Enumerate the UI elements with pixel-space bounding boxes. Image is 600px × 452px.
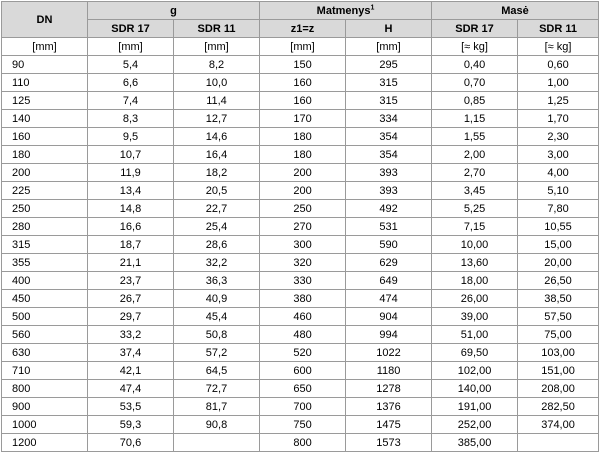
table-row: [2, 164, 599, 182]
table-row: [2, 236, 599, 254]
cell-mass-sdr17: 7,15: [432, 218, 518, 236]
table-row: [2, 344, 599, 362]
table-row: [2, 398, 599, 416]
table-row: [2, 74, 599, 92]
cell-g-sdr11: 11,4: [174, 92, 260, 110]
cell-h: 334: [346, 110, 432, 128]
cell-mass-sdr17: 39,00: [432, 308, 518, 326]
cell-g-sdr11: 72,7: [174, 380, 260, 398]
cell-h: 1475: [346, 416, 432, 434]
cell-mass-sdr11: 15,00: [518, 236, 599, 254]
cell-h: 354: [346, 146, 432, 164]
cell-g-sdr17: 14,8: [88, 200, 174, 218]
cell-g-sdr11: 36,3: [174, 272, 260, 290]
cell-g-sdr11: 40,9: [174, 290, 260, 308]
cell-z1: 180: [260, 128, 346, 146]
unit-z1: [mm]: [260, 38, 346, 56]
cell-g-sdr17: 42,1: [88, 362, 174, 380]
cell-z1: 300: [260, 236, 346, 254]
cell-dn: 560: [2, 326, 88, 344]
cell-mass-sdr17: 3,45: [432, 182, 518, 200]
table-row: [2, 308, 599, 326]
cell-h: 1180: [346, 362, 432, 380]
cell-mass-sdr17: 252,00: [432, 416, 518, 434]
cell-g-sdr11: [174, 434, 260, 452]
cell-h: 393: [346, 164, 432, 182]
table-row: [2, 362, 599, 380]
cell-mass-sdr11: 75,00: [518, 326, 599, 344]
cell-z1: 700: [260, 398, 346, 416]
cell-mass-sdr11: [518, 434, 599, 452]
cell-dn: 280: [2, 218, 88, 236]
cell-g-sdr17: 10,7: [88, 146, 174, 164]
cell-g-sdr17: 29,7: [88, 308, 174, 326]
cell-h: 393: [346, 182, 432, 200]
cell-g-sdr11: 8,2: [174, 56, 260, 74]
table-row: [2, 92, 599, 110]
cell-z1: 330: [260, 272, 346, 290]
cell-mass-sdr17: 0,70: [432, 74, 518, 92]
table-row: [2, 434, 599, 452]
cell-h: 904: [346, 308, 432, 326]
cell-z1: 480: [260, 326, 346, 344]
cell-mass-sdr11: 20,00: [518, 254, 599, 272]
cell-z1: 800: [260, 434, 346, 452]
subheader-g-sdr17: SDR 17: [88, 20, 174, 38]
cell-g-sdr11: 45,4: [174, 308, 260, 326]
table-row: [2, 254, 599, 272]
cell-z1: 270: [260, 218, 346, 236]
header-dimensions-label: Matmenys: [316, 4, 371, 17]
cell-h: 315: [346, 92, 432, 110]
footnote-marker: 1: [370, 3, 375, 11]
cell-g-sdr11: 10,0: [174, 74, 260, 92]
unit-dn: [mm]: [2, 38, 88, 56]
cell-dn: 710: [2, 362, 88, 380]
cell-dn: 355: [2, 254, 88, 272]
cell-h: 474: [346, 290, 432, 308]
table-row: [2, 380, 599, 398]
table-row: [2, 416, 599, 434]
table-row: [2, 326, 599, 344]
cell-g-sdr17: 6,6: [88, 74, 174, 92]
table-row: [2, 272, 599, 290]
cell-mass-sdr17: 13,60: [432, 254, 518, 272]
cell-z1: 600: [260, 362, 346, 380]
cell-z1: 650: [260, 380, 346, 398]
cell-mass-sdr17: 26,00: [432, 290, 518, 308]
cell-mass-sdr11: 374,00: [518, 416, 599, 434]
cell-dn: 1000: [2, 416, 88, 434]
cell-z1: 180: [260, 146, 346, 164]
cell-mass-sdr11: 38,50: [518, 290, 599, 308]
cell-g-sdr11: 18,2: [174, 164, 260, 182]
cell-mass-sdr17: 102,00: [432, 362, 518, 380]
table-body: [2, 56, 599, 452]
subheader-h: H: [346, 20, 432, 38]
cell-g-sdr17: 9,5: [88, 128, 174, 146]
cell-mass-sdr17: 191,00: [432, 398, 518, 416]
cell-g-sdr17: 16,6: [88, 218, 174, 236]
cell-dn: 315: [2, 236, 88, 254]
cell-z1: 200: [260, 182, 346, 200]
cell-g-sdr17: 5,4: [88, 56, 174, 74]
cell-h: 629: [346, 254, 432, 272]
cell-dn: 400: [2, 272, 88, 290]
cell-mass-sdr17: 0,40: [432, 56, 518, 74]
cell-g-sdr17: 21,1: [88, 254, 174, 272]
cell-h: 1022: [346, 344, 432, 362]
cell-h: 492: [346, 200, 432, 218]
cell-dn: 900: [2, 398, 88, 416]
header-mass: Masė: [432, 2, 599, 20]
header-dn: DN: [2, 2, 88, 38]
cell-z1: 150: [260, 56, 346, 74]
cell-dn: 125: [2, 92, 88, 110]
cell-g-sdr11: 90,8: [174, 416, 260, 434]
cell-dn: 140: [2, 110, 88, 128]
cell-mass-sdr17: 0,85: [432, 92, 518, 110]
cell-dn: 500: [2, 308, 88, 326]
cell-z1: 520: [260, 344, 346, 362]
cell-mass-sdr17: 2,00: [432, 146, 518, 164]
subheader-g-sdr11: SDR 11: [174, 20, 260, 38]
cell-g-sdr11: 50,8: [174, 326, 260, 344]
table-row: [2, 110, 599, 128]
cell-z1: 380: [260, 290, 346, 308]
cell-h: 649: [346, 272, 432, 290]
subheader-mass-sdr17: SDR 17: [432, 20, 518, 38]
cell-mass-sdr17: 10,00: [432, 236, 518, 254]
cell-g-sdr17: 7,4: [88, 92, 174, 110]
cell-dn: 90: [2, 56, 88, 74]
cell-dn: 250: [2, 200, 88, 218]
cell-h: 295: [346, 56, 432, 74]
cell-g-sdr17: 47,4: [88, 380, 174, 398]
cell-mass-sdr17: 2,70: [432, 164, 518, 182]
cell-g-sdr17: 33,2: [88, 326, 174, 344]
cell-mass-sdr11: 1,00: [518, 74, 599, 92]
header-dimensions: [260, 2, 432, 20]
cell-dn: 630: [2, 344, 88, 362]
subheader-z1: z1=z: [260, 20, 346, 38]
cell-g-sdr17: 8,3: [88, 110, 174, 128]
units-row: [2, 38, 599, 56]
cell-mass-sdr17: 1,55: [432, 128, 518, 146]
table-row: [2, 290, 599, 308]
subheader-mass-sdr11: SDR 11: [518, 20, 599, 38]
cell-h: 315: [346, 74, 432, 92]
cell-dn: 800: [2, 380, 88, 398]
cell-g-sdr17: 26,7: [88, 290, 174, 308]
cell-mass-sdr17: 1,15: [432, 110, 518, 128]
cell-g-sdr11: 28,6: [174, 236, 260, 254]
cell-g-sdr11: 32,2: [174, 254, 260, 272]
cell-mass-sdr17: 5,25: [432, 200, 518, 218]
cell-z1: 200: [260, 164, 346, 182]
cell-z1: 160: [260, 92, 346, 110]
table-row: [2, 128, 599, 146]
cell-g-sdr11: 12,7: [174, 110, 260, 128]
cell-mass-sdr17: 69,50: [432, 344, 518, 362]
cell-h: 531: [346, 218, 432, 236]
cell-mass-sdr11: 208,00: [518, 380, 599, 398]
cell-z1: 460: [260, 308, 346, 326]
cell-mass-sdr11: 4,00: [518, 164, 599, 182]
cell-mass-sdr11: 1,25: [518, 92, 599, 110]
cell-mass-sdr11: 5,10: [518, 182, 599, 200]
table-row: [2, 218, 599, 236]
cell-g-sdr17: 11,9: [88, 164, 174, 182]
table-row: [2, 56, 599, 74]
cell-mass-sdr11: 57,50: [518, 308, 599, 326]
unit-mass-sdr11: [≈ kg]: [518, 38, 599, 56]
header-wall-thickness: g: [88, 2, 260, 20]
cell-g-sdr11: 81,7: [174, 398, 260, 416]
cell-mass-sdr11: 103,00: [518, 344, 599, 362]
cell-h: 590: [346, 236, 432, 254]
cell-mass-sdr11: 7,80: [518, 200, 599, 218]
cell-h: 1278: [346, 380, 432, 398]
cell-dn: 200: [2, 164, 88, 182]
cell-z1: 750: [260, 416, 346, 434]
cell-mass-sdr11: 3,00: [518, 146, 599, 164]
cell-mass-sdr17: 140,00: [432, 380, 518, 398]
cell-mass-sdr11: 151,00: [518, 362, 599, 380]
cell-g-sdr11: 14,6: [174, 128, 260, 146]
cell-g-sdr11: 22,7: [174, 200, 260, 218]
unit-mass-sdr17: [≈ kg]: [432, 38, 518, 56]
cell-mass-sdr11: 10,55: [518, 218, 599, 236]
cell-mass-sdr11: 26,50: [518, 272, 599, 290]
cell-dn: 1200: [2, 434, 88, 452]
cell-dn: 225: [2, 182, 88, 200]
unit-g-sdr11: [mm]: [174, 38, 260, 56]
cell-z1: 250: [260, 200, 346, 218]
cell-z1: 170: [260, 110, 346, 128]
cell-dn: 450: [2, 290, 88, 308]
cell-mass-sdr11: 1,70: [518, 110, 599, 128]
cell-h: 1376: [346, 398, 432, 416]
cell-g-sdr11: 25,4: [174, 218, 260, 236]
cell-g-sdr11: 16,4: [174, 146, 260, 164]
cell-g-sdr11: 64,5: [174, 362, 260, 380]
unit-g-sdr17: [mm]: [88, 38, 174, 56]
cell-mass-sdr17: 51,00: [432, 326, 518, 344]
cell-g-sdr17: 18,7: [88, 236, 174, 254]
cell-g-sdr17: 70,6: [88, 434, 174, 452]
unit-h: [mm]: [346, 38, 432, 56]
cell-mass-sdr11: 0,60: [518, 56, 599, 74]
cell-dn: 110: [2, 74, 88, 92]
table-row: [2, 182, 599, 200]
cell-h: 994: [346, 326, 432, 344]
table-row: [2, 200, 599, 218]
cell-g-sdr11: 57,2: [174, 344, 260, 362]
cell-mass-sdr17: 18,00: [432, 272, 518, 290]
cell-g-sdr17: 23,7: [88, 272, 174, 290]
cell-g-sdr17: 53,5: [88, 398, 174, 416]
cell-g-sdr17: 59,3: [88, 416, 174, 434]
cell-dn: 180: [2, 146, 88, 164]
cell-g-sdr17: 37,4: [88, 344, 174, 362]
cell-dn: 160: [2, 128, 88, 146]
cell-g-sdr17: 13,4: [88, 182, 174, 200]
cell-h: 1573: [346, 434, 432, 452]
cell-z1: 320: [260, 254, 346, 272]
table-row: [2, 146, 599, 164]
cell-mass-sdr11: 2,30: [518, 128, 599, 146]
cell-g-sdr11: 20,5: [174, 182, 260, 200]
cell-h: 354: [346, 128, 432, 146]
cell-mass-sdr17: 385,00: [432, 434, 518, 452]
cell-z1: 160: [260, 74, 346, 92]
cell-mass-sdr11: 282,50: [518, 398, 599, 416]
dimensions-table: [1, 1, 599, 452]
